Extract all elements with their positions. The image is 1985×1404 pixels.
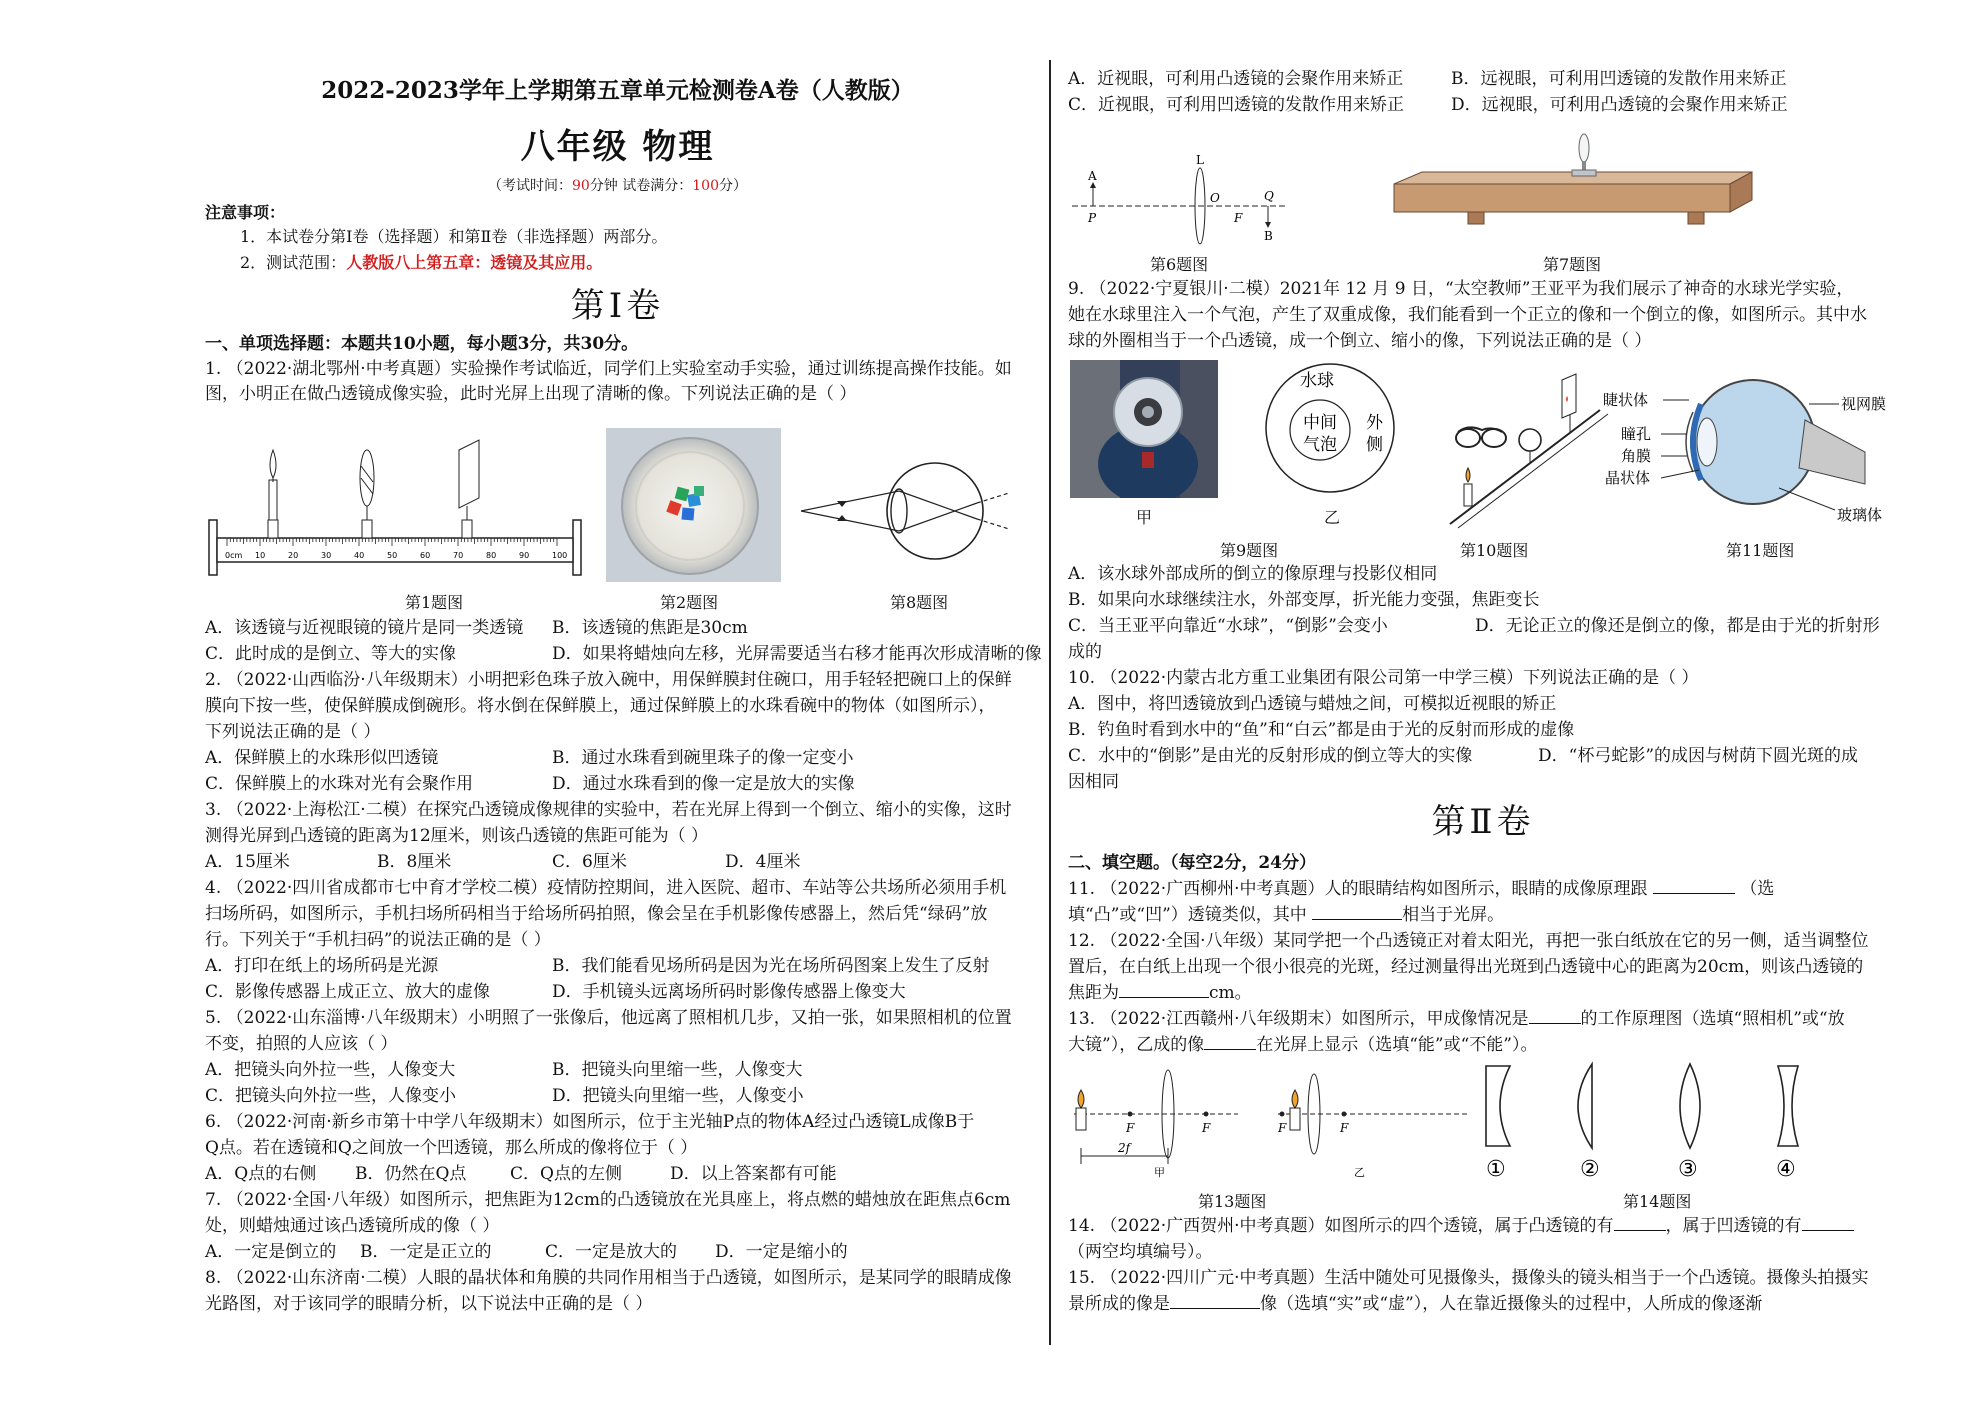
fig11-caption: 第11题图	[1726, 541, 1795, 560]
fig6-lens-diagram	[1068, 150, 1298, 245]
q15-blank[interactable]	[1170, 1294, 1260, 1309]
volume-1-title: 第Ⅰ卷	[570, 286, 665, 326]
fig11-eye-structure	[1603, 360, 1903, 535]
volume-2-title: 第Ⅱ卷	[1431, 802, 1535, 842]
q3-option-a: A．15厘米	[205, 852, 290, 872]
q11-text-3: 填“凸”或“凹”）透镜类似，其中	[1068, 905, 1307, 925]
q3-line-1: 3. （2022·上海松江·二模）在探究凸透镜成像规律的实验中，若在光屏上得到一个倒立、缩小的实像，这时	[205, 800, 1012, 820]
fig7-caption: 第7题图	[1543, 255, 1602, 274]
q4-option-d: D．手机镜头远离场所码时影像传感器上像变大	[552, 982, 906, 1002]
eye-label-ciliary: 睫状体	[1603, 391, 1649, 409]
lens-number-4: ④	[1776, 1157, 1796, 1180]
q9-line-3: 球的外圈相当于一个凸透镜，成一个倒立、缩小的像，下列说法正确的是（ ）	[1068, 331, 1652, 351]
fig6-label-a: A	[1088, 169, 1097, 183]
q13-line-2	[1068, 1034, 1537, 1056]
q2-line-1: 2. （2022·山西临汾·八年级期末）小明把彩色珠子放入碗中，用保鲜膜封住碗口，用手轻轻把碗口上的保鲜	[205, 670, 1012, 690]
q7-option-d: D．一定是缩小的	[715, 1242, 848, 1262]
q5-line-2: 不变，拍照的人应该（ ）	[205, 1034, 398, 1054]
q7-line-2: 处，则蜡烛通过该凸透镜所成的像（ ）	[205, 1216, 500, 1236]
q1-option-b: B．该透镜的焦距是30cm	[552, 618, 748, 638]
q12-line-1: 12. （2022·全国·八年级）某同学把一个凸透镜正对着太阳光，再把一张白纸放在它的另一侧，适当调整位	[1068, 931, 1869, 951]
fig6-label-f: F	[1234, 211, 1243, 225]
notes-title: 注意事项：	[205, 203, 286, 222]
ruler-tick-label: 80	[486, 551, 497, 560]
fig7-lens-on-bench	[1388, 128, 1758, 240]
q1-line-1: 1. （2022·湖北鄂州·中考真题）实验操作考试临近，同学们上实验室动手实验，通过训练提高操作技能。如	[205, 359, 1012, 379]
fig14-four-lenses	[1468, 1060, 1888, 1180]
q3-line-2: 测得光屏到凸透镜的距离为12厘米，则该凸透镜的焦距可能为（ ）	[205, 826, 709, 846]
q9-option-b: B．如果向水球继续注水，外部变厚，折光能力变强，焦距变长	[1068, 590, 1540, 610]
fig8-caption: 第8题图	[890, 593, 949, 612]
fig13-f-right-2: F	[1340, 1121, 1349, 1135]
fig9-jia-photo	[1070, 360, 1218, 498]
q14-line-1	[1068, 1215, 1854, 1237]
fig6-label-q: Q	[1264, 189, 1274, 203]
q15-line-2	[1068, 1293, 1762, 1315]
score-suffix: 分）	[719, 178, 747, 194]
q6-option-a: A．Q点的右侧	[205, 1164, 317, 1184]
q12-line-2: 置后，在白纸上出现一个很小很亮的光斑，经过测量得出光斑到凸透镜中心的距离为20cm，则该凸透镜的	[1068, 957, 1864, 977]
fig8-eye-ray-diagram	[795, 455, 1035, 570]
q4-option-b: B．我们能看见场所码是因为光在场所码图案上发生了反射	[552, 956, 990, 976]
q12-text-2: cm。	[1209, 983, 1252, 1003]
eye-label-cornea: 角膜	[1621, 447, 1652, 465]
note-2-scope: 人教版八上第五章：透镜及其应用。	[346, 253, 603, 272]
note-2	[240, 252, 602, 274]
fig13-imaging-diagrams	[1068, 1060, 1473, 1180]
q3-option-b: B．8厘米	[377, 852, 452, 872]
q12-text-1: 焦距为	[1068, 983, 1119, 1003]
q9-option-d-cont: 成的	[1068, 642, 1102, 662]
q10-option-b: B．钓鱼时看到水中的“鱼”和“白云”都是由于光的反射而形成的虚像	[1068, 720, 1575, 740]
q8-option-a: A．近视眼，可利用凸透镜的会聚作用来矫正	[1068, 69, 1404, 89]
fig2-bowl-photo	[606, 428, 781, 582]
fig9-bubble-label-1: 中间	[1303, 413, 1337, 433]
note-1: 1．本试卷分第Ⅰ卷（选择题）和第Ⅱ卷（非选择题）两部分。	[240, 227, 668, 246]
ruler-tick-label: 10	[255, 551, 266, 560]
q11-line-2	[1068, 904, 1504, 926]
q2-line-3: 下列说法正确的是（ ）	[205, 722, 381, 742]
q2-option-a: A．保鲜膜上的水珠形似凹透镜	[205, 748, 439, 768]
q7-line-1: 7. （2022·全国·八年级）如图所示，把焦距为12cm的凸透镜放在光具座上，将点燃的蜡烛放在距焦点6cm	[205, 1190, 1011, 1210]
fig9-jia-label: 甲	[1136, 508, 1153, 527]
fig13-f-left-2: F	[1278, 1121, 1287, 1135]
q13-text-1: 13. （2022·江西赣州·八年级期末）如图所示，甲成像情况是	[1068, 1009, 1529, 1029]
q11-line-1	[1068, 878, 1774, 900]
ruler-tick-label: 40	[354, 551, 365, 560]
subject-title: 八年级 物理	[520, 127, 715, 167]
exam-title: 2022-2023学年上学期第五章单元检测卷A卷（人教版）	[321, 77, 914, 104]
fig9-water-label: 水球	[1300, 371, 1334, 391]
q3-option-d: D．4厘米	[725, 852, 801, 872]
q10-option-d-cont: 因相同	[1068, 772, 1119, 792]
q6-option-b: B．仍然在Q点	[355, 1164, 467, 1184]
fig6-label-b: B	[1264, 229, 1273, 243]
eye-label-lens: 晶状体	[1605, 469, 1651, 487]
q9-option-c: C．当王亚平向靠近“水球”，“倒影”会变小	[1068, 616, 1388, 636]
q14-text-1: 14. （2022·广西贺州·中考真题）如图所示的四个透镜，属于凸透镜的有	[1068, 1216, 1614, 1236]
q14-text-2: ，属于凹透镜的有	[1665, 1216, 1802, 1236]
q5-option-b: B．把镜头向里缩一些，人像变大	[552, 1060, 803, 1080]
q8-line-1: 8. （2022·山东济南·二模）人眼的晶状体和角膜的共同作用相当于凸透镜，如图所示，是某同学的眼睛成像	[205, 1268, 1012, 1288]
q13-text-2: 的工作原理图（选填“照相机”或“放	[1580, 1009, 1845, 1029]
q14-line-2: （两空均填编号）。	[1068, 1242, 1213, 1262]
fig13-2f-label: 2f	[1118, 1141, 1131, 1155]
q11-text-2: （选	[1740, 879, 1775, 899]
fig9-bubble-label-2: 气泡	[1303, 435, 1337, 455]
fig13-yi-label: 乙	[1354, 1166, 1365, 1179]
q5-option-c: C．把镜头向外拉一些，人像变小	[205, 1086, 457, 1106]
eye-label-vitreous: 玻璃体	[1837, 506, 1883, 524]
eye-label-pupil: 瞳孔	[1621, 425, 1652, 443]
eye-label-retina: 视网膜	[1841, 395, 1887, 413]
lens-number-1: ①	[1486, 1157, 1506, 1180]
q4-line-3: 行。下列关于“手机扫码”的说法正确的是（ ）	[205, 930, 551, 950]
ruler-tick-label: 90	[519, 551, 530, 560]
fig1-optical-bench	[205, 420, 585, 580]
q6-line-2: Q点。若在透镜和Q之间放一个凹透镜，那么所成的像将位于（ ）	[205, 1138, 698, 1158]
q9-line-1: 9. （2022·宁夏银川·二模）2021年 12 月 9 日，“太空教师”王亚平为我们展示了神奇的水球光学实验，	[1068, 279, 1854, 299]
exam-meta	[205, 175, 1030, 197]
q10-line-1: 10. （2022·内蒙古北方重工业集团有限公司第一中学三模）下列说法正确的是（ ）	[1068, 668, 1699, 688]
fig6-label-l: L	[1196, 153, 1204, 167]
q13-blank-2[interactable]	[1204, 1035, 1256, 1050]
fig2-caption: 第2题图	[660, 593, 719, 612]
q1-option-d: D．如果将蜡烛向左移，光屏需要适当右移才能再次形成清晰的像	[552, 644, 1042, 664]
q2-option-c: C．保鲜膜上的水珠对光有会聚作用	[205, 774, 474, 794]
q10-option-d: D．“杯弓蛇影”的成因与树荫下圆光斑的成	[1538, 746, 1859, 766]
ruler-tick-label: 50	[387, 551, 398, 560]
q15-text-1: 景所成的像是	[1068, 1294, 1170, 1314]
ruler-tick-label: 60	[420, 551, 431, 560]
q13-blank-1[interactable]	[1529, 1009, 1581, 1024]
section-1-title: 一、单项选择题：本题共10小题，每小题3分，共30分。	[205, 334, 639, 354]
fig9-outer-label-1: 外	[1366, 413, 1383, 433]
q11-blank-2[interactable]	[1312, 905, 1402, 920]
fig9-yi-label: 乙	[1324, 508, 1341, 527]
lens-number-2: ②	[1580, 1157, 1600, 1180]
q13-text-4: 在光屏上显示（选填“能”或“不能”）。	[1256, 1035, 1538, 1055]
q5-option-a: A．把镜头向外拉一些，人像变大	[205, 1060, 456, 1080]
q6-line-1: 6. （2022·河南·新乡市第十中学八年级期末）如图所示，位于主光轴P点的物体A经过凸透镜L成像B于	[205, 1112, 975, 1132]
q4-line-2: 扫场所码，如图所示，手机扫场所码相当于给场所码拍照，像会呈在手机影像传感器上，然后凭“绿码”放	[205, 904, 988, 924]
q7-option-c: C．一定是放大的	[545, 1242, 678, 1262]
fig10-caption: 第10题图	[1460, 541, 1529, 560]
q8-option-b: B．远视眼，可利用凹透镜的发散作用来矫正	[1451, 69, 1787, 89]
q12-line-3	[1068, 982, 1252, 1004]
q7-option-a: A．一定是倒立的	[205, 1242, 337, 1262]
q13-text-3: 大镜”），乙成的像	[1068, 1035, 1205, 1055]
q14-blank-2[interactable]	[1802, 1216, 1854, 1231]
fig13-jia-label: 甲	[1154, 1166, 1165, 1179]
q15-text-2: 像（选填“实”或“虚”），人在靠近摄像头的过程中，人所成的像逐渐	[1260, 1294, 1763, 1314]
q9-option-d: D．无论正立的像还是倒立的像，都是由于光的折射形	[1475, 616, 1880, 636]
q9-line-2: 她在水球里注入一个气泡，产生了双重成像，我们能看到一个正立的像和一个倒立的像，如图所示。其中水	[1068, 305, 1867, 325]
q10-option-c: C．水中的“倒影”是由光的反射形成的倒立等大的实像	[1068, 746, 1473, 766]
fig6-label-o: O	[1210, 191, 1220, 205]
q13-line-1	[1068, 1008, 1845, 1030]
lens-number-3: ③	[1678, 1157, 1698, 1180]
q12-blank[interactable]	[1119, 983, 1209, 998]
score-value: 100	[692, 178, 719, 194]
fig1-caption: 第1题图	[405, 593, 464, 612]
q10-option-a: A．图中，将凹透镜放到凸透镜与蜡烛之间，可模拟近视眼的矫正	[1068, 694, 1557, 714]
q15-line-1: 15. （2022·四川广元·中考真题）生活中随处可见摄像头，摄像头的镜头相当于一个凸透镜。摄像头拍摄实	[1068, 1268, 1869, 1288]
ruler-tick-label: 100	[552, 551, 568, 560]
q14-blank-1[interactable]	[1614, 1216, 1666, 1231]
q5-option-d: D．把镜头向里缩一些，人像变小	[552, 1086, 804, 1106]
q4-option-a: A．打印在纸上的场所码是光源	[205, 956, 439, 976]
fig9-caption: 第9题图	[1220, 541, 1279, 560]
time-value: 90	[571, 178, 590, 194]
fig6-label-p: P	[1088, 211, 1097, 225]
fig14-caption: 第14题图	[1623, 1192, 1692, 1211]
fig9-outer-label-2: 侧	[1366, 435, 1383, 455]
q8-line-2: 光路图，对于该同学的眼睛分析，以下说法中正确的是（ ）	[205, 1294, 653, 1314]
section-2-title: 二、填空题。（每空2分，24分）	[1068, 853, 1316, 873]
q7-option-b: B．一定是正立的	[360, 1242, 492, 1262]
q11-blank-1[interactable]	[1653, 879, 1735, 894]
q4-option-c: C．影像传感器上成正立、放大的虚像	[205, 982, 491, 1002]
fig13-f-right: F	[1202, 1121, 1211, 1135]
ruler-tick-label: 0cm	[225, 551, 243, 560]
note-2-prefix: 2．测试范围：	[240, 253, 347, 272]
fig10-glasses-setup	[1438, 360, 1613, 535]
q2-line-2: 膜向下按一些，使保鲜膜成倒碗形。将水倒在保鲜膜上，通过保鲜膜上的水珠看碗中的物体（如图所示），	[205, 696, 996, 716]
column-divider	[1049, 60, 1051, 1345]
fig13-caption: 第13题图	[1198, 1192, 1267, 1211]
q11-text-4: 相当于光屏。	[1402, 905, 1505, 925]
ruler-tick-label: 70	[453, 551, 464, 560]
q4-line-1: 4. （2022·四川省成都市七中育才学校二模）疫情防控期间，进入医院、超市、车站等公共场所必须用手机	[205, 878, 1007, 898]
fig9-yi-water-ball	[1258, 358, 1408, 498]
time-prefix: （考试时间：	[487, 178, 572, 194]
fig6-caption: 第6题图	[1150, 255, 1209, 274]
ruler-tick-label: 20	[288, 551, 299, 560]
q2-option-b: B．通过水珠看到碗里珠子的像一定变小	[552, 748, 854, 768]
q8-option-d: D．远视眼，可利用凸透镜的会聚作用来矫正	[1451, 95, 1788, 115]
q1-option-c: C．此时成的是倒立、等大的实像	[205, 644, 457, 664]
q2-option-d: D．通过水珠看到的像一定是放大的实像	[552, 774, 855, 794]
q6-option-c: C．Q点的左侧	[510, 1164, 622, 1184]
q9-option-a: A．该水球外部成所的倒立的像原理与投影仪相同	[1068, 564, 1438, 584]
q1-line-2: 图，小明正在做凸透镜成像实验，此时光屏上出现了清晰的像。下列说法正确的是（ ）	[205, 384, 857, 404]
q3-option-c: C．6厘米	[552, 852, 627, 872]
q8-option-c: C．近视眼，可利用凹透镜的发散作用来矫正	[1068, 95, 1405, 115]
ruler-tick-label: 30	[321, 551, 332, 560]
q6-option-d: D．以上答案都有可能	[670, 1164, 837, 1184]
time-suffix: 分钟 试卷满分：	[589, 178, 693, 194]
q5-line-1: 5. （2022·山东淄博·八年级期末）小明照了一张像后，他远离了照相机几步，又拍一张，如果照相机的位置	[205, 1008, 1012, 1028]
q1-option-a: A．该透镜与近视眼镜的镜片是同一类透镜	[205, 618, 524, 638]
fig13-f-left: F	[1126, 1121, 1135, 1135]
q11-text-1: 11. （2022·广西柳州·中考真题）人的眼睛结构如图所示，眼睛的成像原理跟	[1068, 879, 1648, 899]
